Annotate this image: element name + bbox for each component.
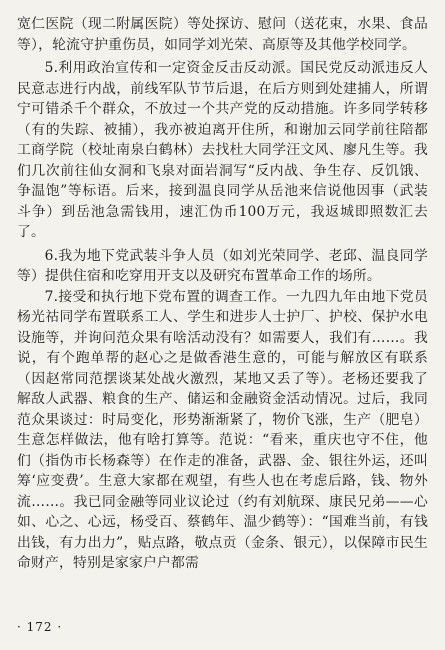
paragraph-item-5: 5.利用政治宣传和一定资金反击反动派。国民党反动派违反人民意志进行内战，前线军队节节后退，在后方则到处建捕人，所谓宁可错杀千个群众，不放过一个共产党的反动措施。许多同学转移（有的失踪、被捕），我亦被迫离开住所，和谢加云同学前往陪都工商学院（校址南泉白鹤林）去找杜大同学汪文风、廖凡生等。我们几次前往仙女洞和飞泉对面岩洞写“反内战、争生存、反饥饿、争温饱”等标语。后来，接到温良同学从岳池来信说他因事（武装斗争）到岳池急需钱用，速汇伪币100万元，我返城即照数汇去了。 <box>17 60 428 240</box>
paragraph-item-7: 7.接受和执行地下党布置的调查工作。一九四九年由地下党员杨光祜同学布置联系工人、学生和进步人士护厂、护校、保护水电设施等，并询问范众果有啥活动没有？如需要人，我们有……。我说，有个跑单帮的赵心之是做香港生意的，可能与解放区有联系（因赵常同范摆谈某处战火激烈，某地又丢了等）。老杨还要我了解敌人武器、粮食的生产、储运和金融资金活动情况。过后，我同范众果谈过：时局变化，形势渐渐紧了，物价飞涨，生产（肥皂）生意怎样做法，他有啥打算等。范说：“看来，重庆也守不住，他们（指伪市长杨森等）在作走的准备，武器、金、银往外运，还叫筹‘应变费’。生意大家都在观望，有些人也在考虑后路，钱、物外流……。我已同金融等同业议论过（约有刘航琛、康民兄弟——心如、心之、心远，杨受百、蔡鹤年、温少鹤等）：“国难当前，有钱出钱，有力出力”，贴点路，敬点贡（金条、银元），以保障市民生命财产，特别是家家户户都需 <box>17 288 428 571</box>
body-text <box>17 14 428 574</box>
paragraph-continuation: 宽仁医院（现二附属医院）等处探访、慰问（送花束，水果、食品等），轮流守护重伤员，如同学刘光荣、高原等及其他学校同学。 <box>17 16 428 53</box>
paragraph-item-6: 6.我为地下党武装斗争人员（如刘光荣同学、老邱、温良同学等）提供住宿和吃穿用开支以及研究布置革命工作的场所。 <box>17 247 428 284</box>
page-number: · 172 · <box>17 620 63 634</box>
